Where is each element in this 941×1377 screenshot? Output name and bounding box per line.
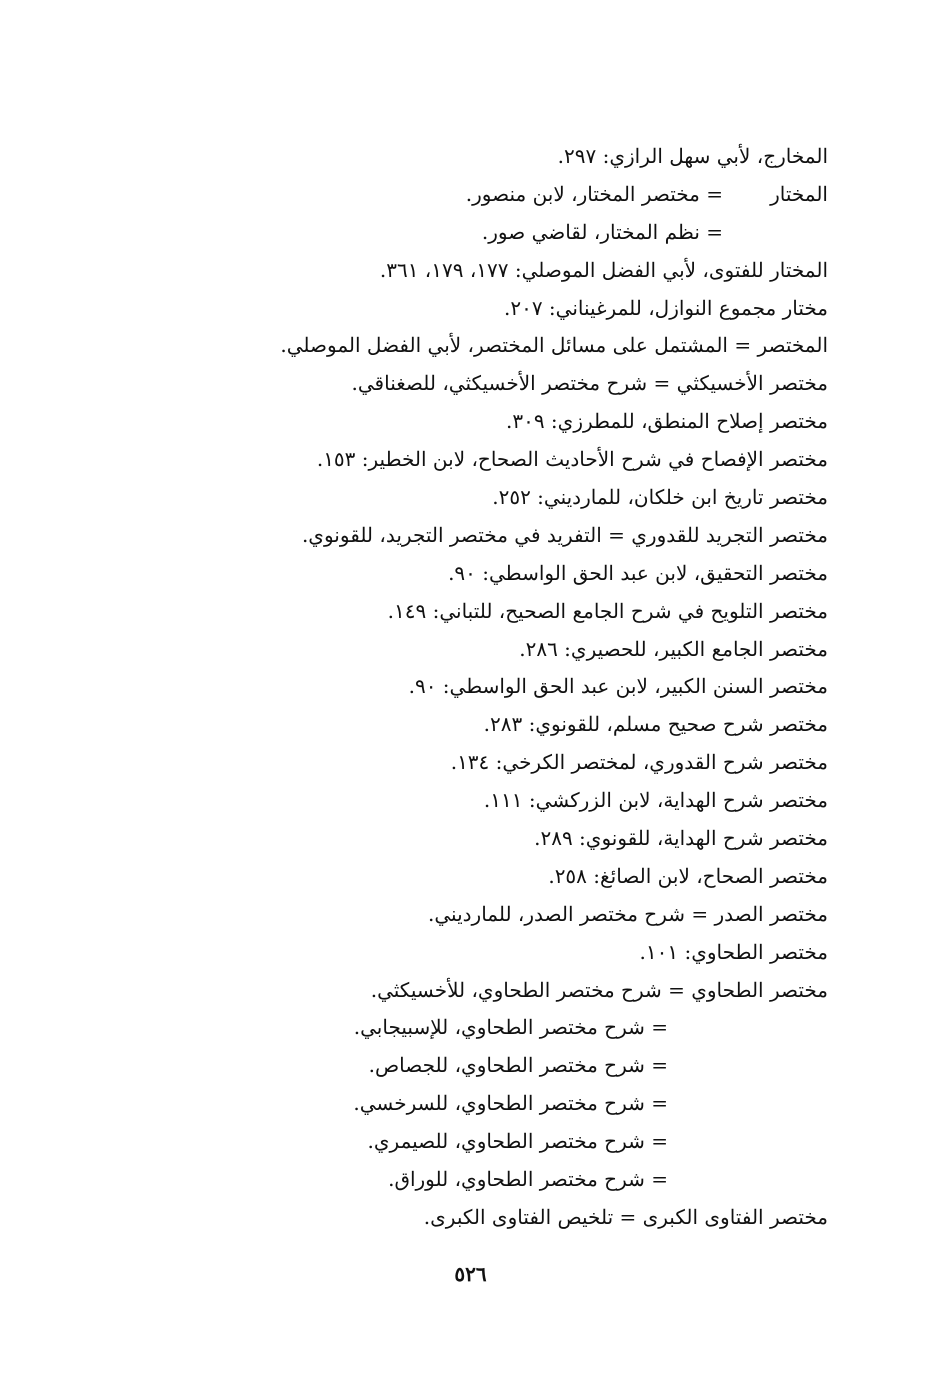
entry-text: مختصر السنن الكبير، لابن عبد الحق الواسطي: ٩٠.: [408, 674, 828, 699]
index-entry-continuation: [128, 214, 828, 252]
entry-text: = شرح مختصر الطحاوي، للسرخسي.: [353, 1091, 668, 1116]
entry-text: مختصر التجريد للقدوري = التفريد في مختصر التجريد، للقونوي.: [301, 522, 828, 547]
index-entry: [128, 593, 828, 631]
index-entry: [128, 744, 828, 782]
index-entry: [128, 972, 828, 1010]
index-entry: [128, 668, 828, 706]
index-entry: [128, 631, 828, 669]
index-entry: [128, 252, 828, 290]
entry-text: = شرح مختصر الطحاوي، للجصاص.: [368, 1053, 668, 1078]
index-entry: [128, 176, 828, 214]
page-number: ٥٢٦: [454, 1262, 487, 1286]
entry-text: = شرح مختصر الطحاوي، للصيمري.: [367, 1129, 668, 1154]
index-entry: [128, 517, 828, 555]
index-entry-continuation: [128, 1047, 828, 1085]
index-entry-continuation: [128, 1161, 828, 1199]
entry-text: = شرح مختصر الطحاوي، للإسبيجابي.: [353, 1015, 668, 1040]
entry-text: مختار مجموع النوازل، للمرغيناني: ٢٠٧.: [503, 295, 828, 320]
entry-text: مختصر الإفصاح في شرح الأحاديث الصحاح، لابن الخطير: ١٥٣.: [316, 447, 828, 472]
entry-text: مختصر الفتاوى الكبرى = تلخيص الفتاوى الكبرى.: [423, 1204, 828, 1229]
index-entry: [128, 479, 828, 517]
index-entry: [128, 934, 828, 972]
index-entry: [128, 327, 828, 365]
entry-text: مختصر الطحاوي = شرح مختصر الطحاوي، للأخسيكثي.: [370, 977, 828, 1002]
index-entry: [128, 403, 828, 441]
entry-text: مختصر شرح الهداية، للقونوي: ٢٨٩.: [534, 826, 828, 851]
entry-text: مختصر شرح الهداية، لابن الزركشي: ١١١.: [483, 788, 828, 813]
index-entry: [128, 896, 828, 934]
entry-text: مختصر التحقيق، لابن عبد الحق الواسطي: ٩٠.: [448, 560, 828, 585]
entry-text: المختار للفتوى، لأبي الفضل الموصلي: ١٧٧، ١٧٩، ٣٦١.: [379, 257, 828, 282]
index-entry: [128, 706, 828, 744]
index-entry-continuation: [128, 1085, 828, 1123]
entry-text: مختصر الجامع الكبير، للحصيري: ٢٨٦.: [519, 636, 828, 661]
index-entry-continuation: [128, 1123, 828, 1161]
index-entry: [128, 782, 828, 820]
index-entry: [128, 858, 828, 896]
entry-text: مختصر شرح القدوري، لمختصر الكرخي: ١٣٤.: [450, 750, 828, 775]
entry-text: مختصر التلويح في شرح الجامع الصحيح، للتباني: ١٤٩.: [387, 598, 828, 623]
entry-text: مختصر إصلاح المنطق، للمطرزي: ٣٠٩.: [505, 409, 828, 434]
entry-text: = شرح مختصر الطحاوي، للوراق.: [388, 1167, 668, 1192]
entry-text: المختصر = المشتمل على مسائل المختصر، لأبي الفضل الموصلي.: [280, 333, 828, 358]
index-entry: [128, 820, 828, 858]
entry-text: = مختصر المختار، لابن منصور.: [465, 181, 723, 206]
entry-text: مختصر الأخسيكثي = شرح مختصر الأخسيكثي، للصغناقي.: [351, 371, 828, 396]
entry-text: مختصر الطحاوي: ١٠١.: [639, 939, 828, 964]
entry-text: مختصر الصدر = شرح مختصر الصدر، للمارديني.: [428, 901, 828, 926]
index-entry: [128, 365, 828, 403]
entry-text: مختصر الصحاح، لابن الصائغ: ٢٥٨.: [548, 863, 828, 888]
index-entry: [128, 290, 828, 328]
entry-text: = نظم المختار، لقاضي صور.: [481, 219, 723, 244]
index-entries: [128, 138, 828, 1237]
entry-text: المخارج، لأبي سهل الرازي: ٢٩٧.: [557, 144, 828, 168]
index-entry: [128, 1199, 828, 1237]
index-entry: [128, 441, 828, 479]
index-entry: [128, 555, 828, 593]
entry-heading: المختار: [770, 181, 828, 206]
entry-text: مختصر شرح صحيح مسلم، للقونوي: ٢٨٣.: [483, 712, 828, 737]
entry-text: مختصر تاريخ ابن خلكان، للمارديني: ٢٥٢.: [492, 485, 828, 510]
index-entry-continuation: [128, 1009, 828, 1047]
index-entry: [128, 138, 828, 176]
